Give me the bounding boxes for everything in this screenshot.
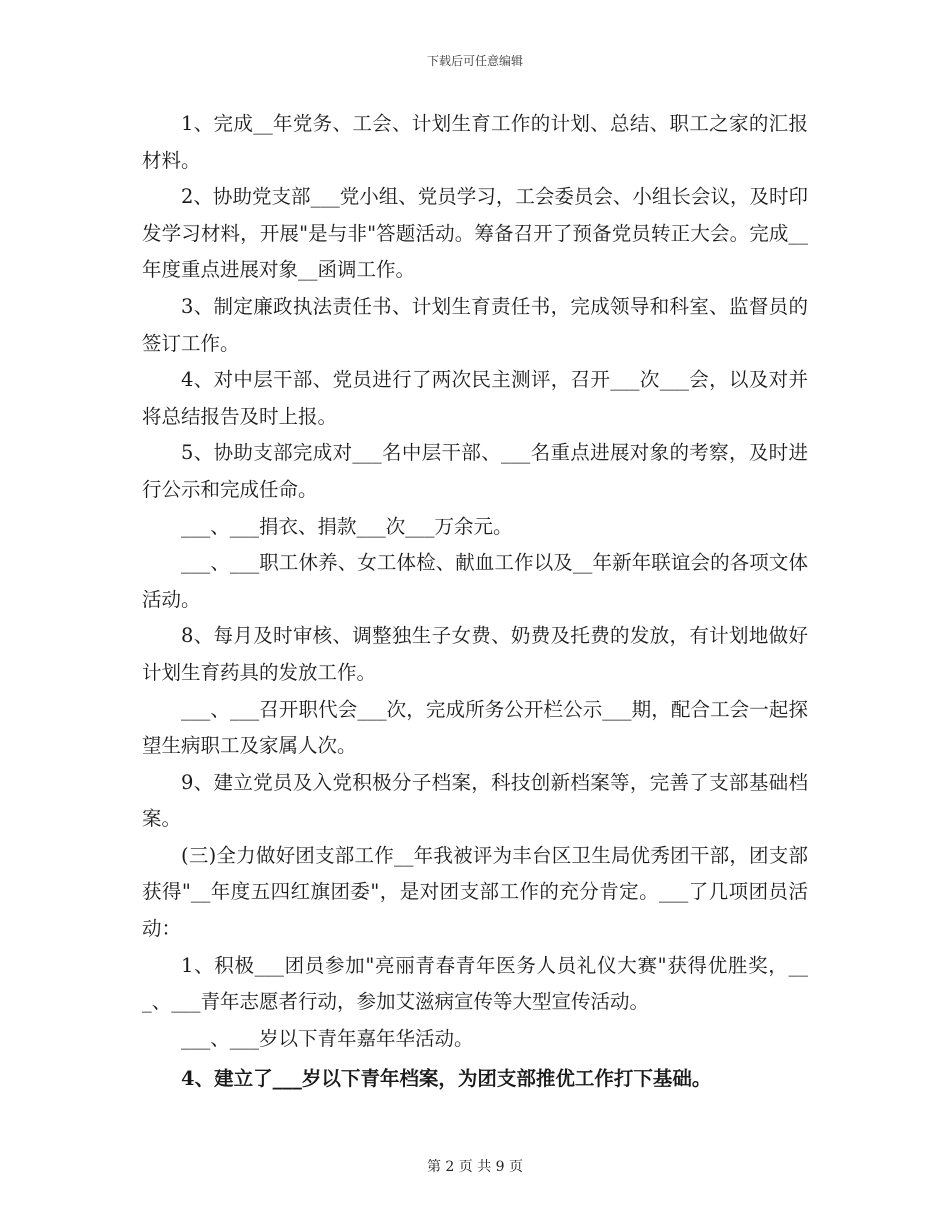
paragraph-7: ___、___职工休养、女工体检、献血工作以及__年新年联谊会的各项文体活动。 bbox=[142, 551, 808, 611]
paragraph-4: 4、对中层干部、党员进行了两次民主测评，召开___次___会，以及对并将总结报告及时上报。 bbox=[142, 368, 808, 428]
paragraph-10: 9、建立党员及入党积极分子档案，科技创新档案等，完善了支部基础档案。 bbox=[142, 770, 808, 831]
page-footer: 第 2 页 共 9 页 bbox=[426, 1159, 524, 1175]
paragraph-5: 5、协助支部完成对___名中层干部、___名重点进展对象的考察，及时进行公示和完成任命。 bbox=[142, 441, 808, 501]
paragraph-12: 1、积极___团员参加"亮丽青春青年医务人员礼仪大赛"获得优胜奖，___、___青年志愿者行动，参加艾滋病宣传等大型宣传活动。 bbox=[142, 953, 808, 1014]
page-header: 下载后可任意编辑 bbox=[426, 54, 523, 68]
paragraph-13: ___、___岁以下青年嘉年华活动。 bbox=[181, 1026, 474, 1050]
paragraph-3: 3、制定廉政执法责任书、计划生育责任书，完成领导和科室、监督员的签订工作。 bbox=[142, 294, 808, 355]
paragraph-1: 1、完成__年党务、工会、计划生育工作的计划、总结、职工之家的汇报材料。 bbox=[142, 112, 808, 172]
document-body bbox=[142, 106, 808, 1098]
paragraph-11: (三)全力做好团支部工作__年我被评为丰台区卫生局优秀团干部，团支部获得"__年度五四红旗团委"，是对团支部工作的充分肯定。___了几项团员活动： bbox=[142, 843, 808, 941]
paragraph-6: ___、___捐衣、捐款___次___万余元。 bbox=[181, 514, 513, 538]
paragraph-bold-final: 4、建立了___岁以下青年档案，为团支部推优工作打下基础。 bbox=[181, 1067, 712, 1091]
paragraph-9: ___、___召开职代会___次，完成所务公开栏公示___期，配合工会一起探望生病职工及家属人次。 bbox=[142, 697, 808, 758]
paragraph-8: 8、每月及时审核、调整独生子女费、奶费及托费的发放，有计划地做好计划生育药具的发放工作。 bbox=[142, 624, 808, 684]
paragraph-2: 2、协助党支部___党小组、党员学习，工会委员会、小组长会议，及时印发学习材料，开展"是与非"答题活动。筹备召开了预备党员转正大会。完成__年度重点进展对象__函调工作。 bbox=[142, 185, 808, 282]
